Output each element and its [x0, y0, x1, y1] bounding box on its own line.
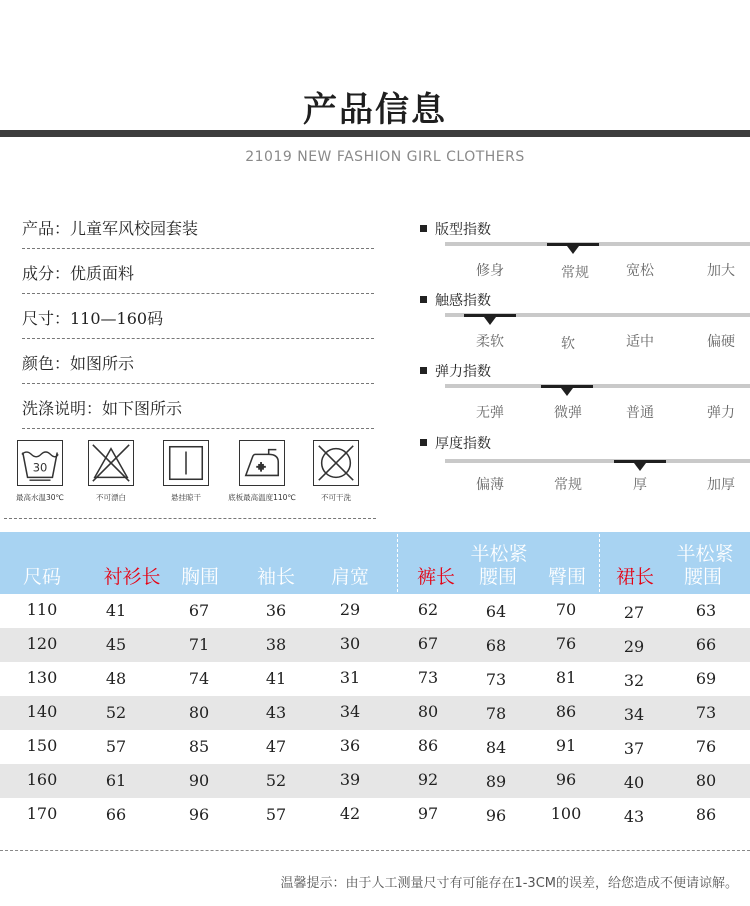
header-skirt-elastic: 半松紧 [676, 543, 734, 565]
table-row [0, 696, 750, 730]
header-shirt-length: 衬衫长 [103, 566, 161, 588]
cell-pants-length: 62 [417, 600, 439, 619]
index-touch-label: 触感指数 [435, 293, 491, 309]
cell-skirt-length: 27 [623, 603, 645, 622]
cell-pants-waist: 68 [485, 636, 507, 655]
cell-size: 150 [26, 736, 58, 755]
cell-sleeve: 52 [265, 771, 287, 790]
cell-skirt-waist: 63 [695, 601, 717, 620]
table-row [0, 594, 750, 628]
cell-chest: 74 [188, 669, 210, 688]
iron-icon [239, 440, 285, 486]
cell-shirt-length: 45 [105, 635, 127, 654]
index-stretch-bar [445, 384, 750, 388]
cell-chest: 85 [188, 737, 210, 756]
cell-skirt-length: 29 [623, 637, 645, 656]
page-title: 产品信息 [303, 90, 447, 130]
index-thickness-option: 加厚 [707, 477, 735, 493]
title-divider [0, 130, 750, 137]
cell-skirt-length: 34 [623, 705, 645, 724]
cell-shoulder: 34 [339, 702, 361, 721]
cell-sleeve: 41 [265, 669, 287, 688]
cell-size: 130 [26, 668, 58, 687]
care-label: 悬挂晾干 [171, 493, 201, 502]
care-item-iron [222, 440, 302, 503]
index-fit-option: 宽松 [626, 263, 654, 279]
cell-size: 160 [26, 770, 58, 789]
care-item-hang [146, 440, 226, 503]
cell-pants-length: 92 [417, 770, 439, 789]
index-stretch-pointer-icon [561, 388, 573, 396]
cell-shirt-length: 61 [105, 771, 127, 790]
table-row [0, 798, 750, 832]
cell-pants-length: 73 [417, 668, 439, 687]
header-size: 尺码 [22, 566, 61, 588]
index-touch-pointer-icon [484, 317, 496, 325]
header-divider [599, 534, 600, 592]
header-pants-length: 裤长 [416, 566, 455, 588]
header-skirt-length: 裙长 [615, 566, 654, 588]
cell-hip: 100 [550, 804, 582, 823]
cell-sleeve: 36 [265, 601, 287, 620]
care-divider [4, 518, 376, 519]
cell-shoulder: 30 [339, 634, 361, 653]
cell-hip: 86 [555, 702, 577, 721]
care-label: 底板最高温度110℃ [228, 493, 296, 502]
index-fit-title [420, 219, 491, 239]
index-touch-title [420, 290, 491, 310]
cell-skirt-waist: 80 [695, 771, 717, 790]
cell-chest: 67 [188, 601, 210, 620]
cell-sleeve: 47 [265, 737, 287, 756]
cell-pants-length: 86 [417, 736, 439, 755]
info-product: 产品：儿童军风校园套装 [22, 205, 374, 249]
cell-shirt-length: 41 [105, 601, 127, 620]
index-thickness-option: 偏薄 [476, 477, 504, 493]
cell-pants-waist: 84 [485, 738, 507, 757]
cell-pants-waist: 89 [485, 772, 507, 791]
cell-shoulder: 42 [339, 804, 361, 823]
cell-hip: 91 [555, 736, 577, 755]
cell-size: 110 [26, 600, 58, 619]
index-thickness-title [420, 433, 491, 453]
page-subtitle: 21019 NEW FASHION GIRL CLOTHERS [245, 149, 525, 165]
index-thickness-option: 常规 [554, 477, 582, 493]
cell-pants-waist: 78 [485, 704, 507, 723]
cell-hip: 76 [555, 634, 577, 653]
cell-shoulder: 31 [339, 668, 361, 687]
cell-shirt-length: 66 [105, 805, 127, 824]
no-dry-clean-icon [313, 440, 359, 486]
cell-shirt-length: 57 [105, 737, 127, 756]
index-thickness-option: 厚 [633, 477, 647, 493]
index-fit-option: 修身 [476, 263, 504, 279]
info-size: 尺寸：110—160码 [22, 295, 374, 339]
cell-sleeve: 43 [265, 703, 287, 722]
header-chest: 胸围 [180, 566, 219, 588]
info-material: 成分：优质面料 [22, 250, 374, 294]
index-stretch-title [420, 361, 491, 381]
index-stretch-option: 普通 [626, 405, 654, 421]
index-fit-pointer-icon [567, 246, 579, 254]
cell-skirt-waist: 86 [695, 805, 717, 824]
cell-skirt-waist: 73 [695, 703, 717, 722]
care-item-wash [0, 440, 80, 503]
index-touch-option: 柔软 [476, 334, 504, 350]
index-touch-option: 适中 [626, 334, 654, 350]
table-row [0, 662, 750, 696]
cell-pants-length: 67 [417, 634, 439, 653]
table-row [0, 730, 750, 764]
index-thickness-pointer-icon [634, 463, 646, 471]
cell-shoulder: 39 [339, 770, 361, 789]
care-label: 最高水温30℃ [16, 493, 64, 502]
cell-chest: 96 [188, 805, 210, 824]
care-item-dry-clean [296, 440, 376, 503]
cell-chest: 80 [188, 703, 210, 722]
cell-sleeve: 38 [265, 635, 287, 654]
wash-temp-value: 30 [32, 460, 48, 475]
cell-chest: 71 [188, 635, 210, 654]
header-pants-elastic: 半松紧 [470, 543, 528, 565]
header-shoulder: 肩宽 [330, 566, 369, 588]
table-row [0, 764, 750, 798]
no-bleach-icon [88, 440, 134, 486]
header-hip: 臀围 [547, 566, 586, 588]
cell-skirt-waist: 66 [695, 635, 717, 654]
index-fit-option: 加大 [707, 263, 735, 279]
footer-divider [0, 850, 750, 851]
index-thickness-label: 厚度指数 [435, 436, 491, 452]
header-pants-waist: 腰围 [478, 566, 517, 588]
cell-skirt-length: 32 [623, 671, 645, 690]
cell-shirt-length: 48 [105, 669, 127, 688]
care-label: 不可漂白 [96, 493, 126, 502]
cell-pants-length: 97 [417, 804, 439, 823]
cell-shoulder: 29 [339, 600, 361, 619]
index-fit-label: 版型指数 [435, 222, 491, 238]
wash-30-icon [17, 440, 63, 486]
index-stretch-label: 弹力指数 [435, 364, 491, 380]
cell-pants-waist: 73 [485, 670, 507, 689]
cell-shirt-length: 52 [105, 703, 127, 722]
index-touch-option: 软 [561, 336, 575, 352]
cell-skirt-length: 40 [623, 773, 645, 792]
table-row [0, 628, 750, 662]
cell-sleeve: 57 [265, 805, 287, 824]
index-thickness-bar [445, 459, 750, 463]
cell-skirt-length: 37 [623, 739, 645, 758]
info-color: 颜色：如图所示 [22, 340, 374, 384]
cell-hip: 81 [555, 668, 577, 687]
hang-dry-icon [163, 440, 209, 486]
index-stretch-option: 无弹 [476, 405, 504, 421]
cell-chest: 90 [188, 771, 210, 790]
index-stretch-option: 弹力 [707, 405, 735, 421]
cell-size: 120 [26, 634, 58, 653]
cell-hip: 70 [555, 600, 577, 619]
cell-pants-length: 80 [417, 702, 439, 721]
cell-size: 140 [26, 702, 58, 721]
cell-skirt-length: 43 [623, 807, 645, 826]
care-item-bleach [71, 440, 151, 503]
size-table-header [0, 532, 750, 594]
index-fit-option: 常规 [561, 265, 589, 281]
cell-pants-waist: 96 [485, 806, 507, 825]
cell-shoulder: 36 [339, 736, 361, 755]
info-washing: 洗涤说明：如下图所示 [22, 385, 374, 429]
cell-skirt-waist: 76 [695, 737, 717, 756]
cell-hip: 96 [555, 770, 577, 789]
care-label: 不可干洗 [321, 493, 351, 502]
footer-note: 温馨提示：由于人工测量尺寸有可能存在1-3CM的误差，给您造成不便请谅解。 [280, 876, 738, 891]
header-skirt-waist: 腰围 [683, 566, 722, 588]
index-stretch-option: 微弹 [554, 405, 582, 421]
header-divider [397, 534, 398, 592]
cell-pants-waist: 64 [485, 602, 507, 621]
index-touch-option: 偏硬 [707, 334, 735, 350]
cell-skirt-waist: 69 [695, 669, 717, 688]
header-sleeve: 袖长 [256, 566, 295, 588]
cell-size: 170 [26, 804, 58, 823]
